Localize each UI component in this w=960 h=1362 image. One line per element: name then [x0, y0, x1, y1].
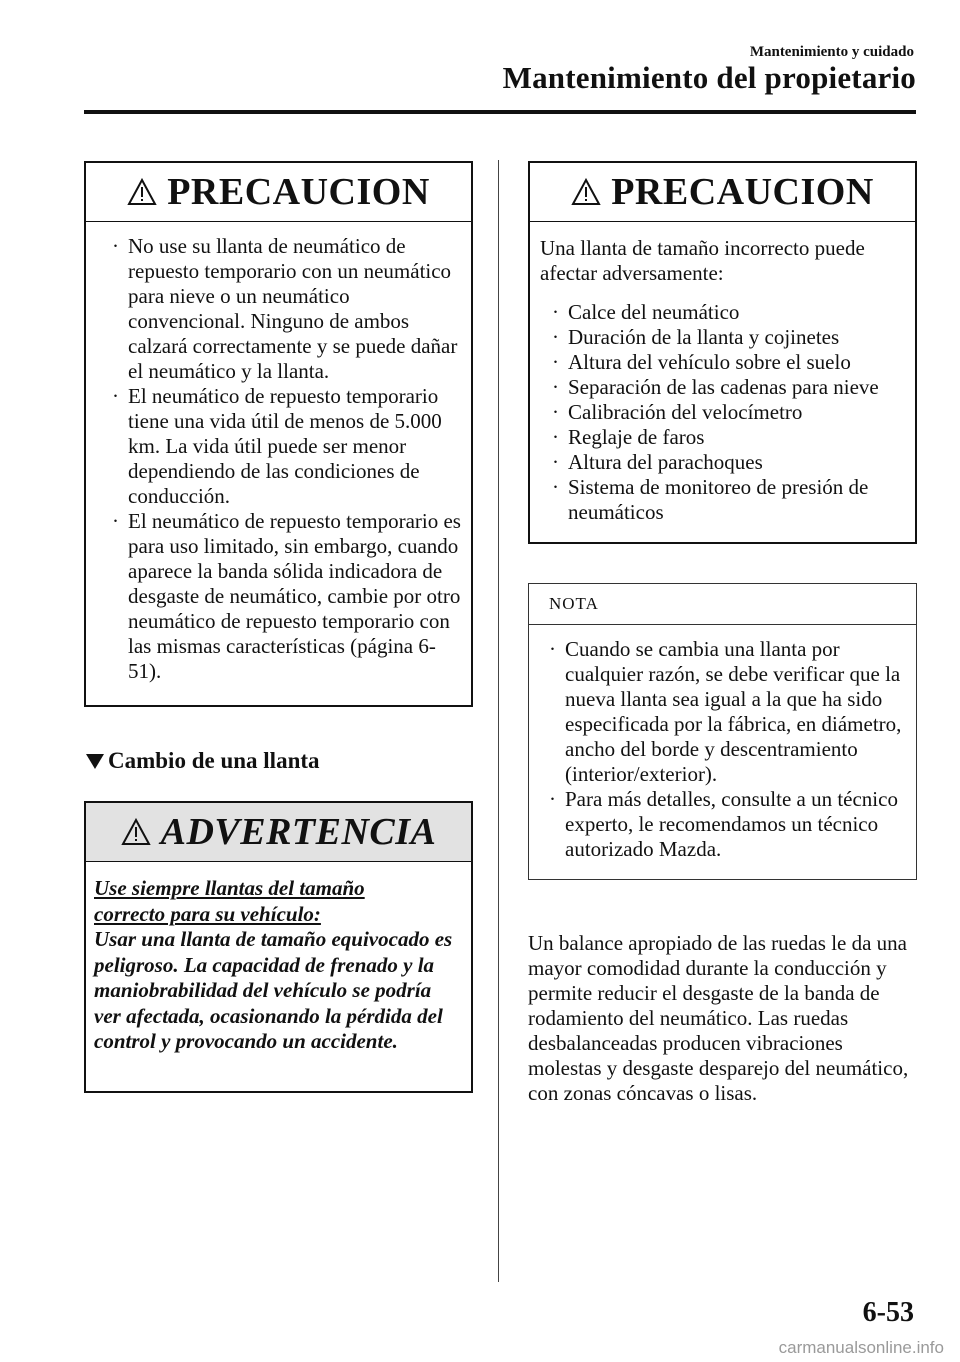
- header-divider: [84, 110, 916, 114]
- caution-header: [86, 163, 471, 222]
- caution-title: PRECAUCION: [611, 171, 874, 213]
- warning-text: Usar una llanta de tamaño equivocado es peligroso. La capacidad de frenado y la maniobrabilidad del vehículo se podría ver afectada, ocasionando la pérdida del control y provocando un accidente.: [94, 927, 453, 1053]
- warning-header: [86, 803, 471, 862]
- warning-triangle-icon: [121, 818, 151, 846]
- watermark: carmanualsonline.info: [778, 1338, 944, 1357]
- warning-box: [84, 801, 473, 1093]
- warning-heading-cont: correcto para su vehículo:: [94, 901, 321, 926]
- list-item: · Duración de la llanta y cojinetes: [552, 325, 840, 349]
- caution-box-left: [84, 161, 473, 707]
- note-title: NOTA: [529, 584, 916, 625]
- warning-triangle-icon: [127, 178, 157, 206]
- list-item: · Calibración del velocímetro: [552, 400, 803, 424]
- page-number: 6-53: [862, 1297, 914, 1328]
- list-item: · El neumático de repuesto temporario es para uso limitado, sin embargo, cuando aparece la banda sólida indicadora de desgaste de neumático, cambie por otro neumático de repuesto temporario con las mismas características (página 6-51).: [112, 509, 461, 683]
- caution-list: [100, 234, 461, 684]
- list-item: · Altura del parachoques: [552, 450, 763, 474]
- body-paragraph: Un balance apropiado de las ruedas le da una mayor comodidad durante la conducción y permite reducir el desgaste de la banda de rodamiento del neumático. Las ruedas desbalanceadas producen vibraciones molestas y desgaste desparejo del neumático, con zonas cóncavas o lisas.: [528, 931, 909, 1105]
- caution-title: PRECAUCION: [167, 171, 430, 213]
- note-box: [528, 583, 917, 880]
- caution-list: [540, 300, 905, 525]
- caution-box-right: [528, 161, 917, 544]
- caution-header: [530, 163, 915, 222]
- list-item: · Altura del vehículo sobre el suelo: [552, 350, 851, 374]
- list-item: · Cuando se cambia una llanta por cualquier razón, se debe verificar que la nueva llanta sea igual a la que ha sido especificada por la fábrica, en diámetro, ancho del borde y descentramiento (interior/exterior).: [549, 637, 902, 786]
- list-item: · No use su llanta de neumático de repuesto temporario con un neumático para nieve o un neumático convencional. Ninguno de ambos calzará correctamente y se puede dañar el neumático y la llanta.: [112, 234, 458, 383]
- note-list: [537, 637, 908, 862]
- list-item: · Reglaje de faros: [552, 425, 705, 449]
- caution-intro: Una llanta de tamaño incorrecto puede afectar adversamente:: [540, 236, 865, 285]
- warning-triangle-icon: [571, 178, 601, 206]
- list-item: · Para más detalles, consulte a un técnico experto, le recomendamos un técnico autorizado Mazda.: [549, 787, 898, 861]
- warning-heading: Use siempre llantas del tamaño: [94, 876, 365, 900]
- list-item: · El neumático de repuesto temporario tiene una vida útil de menos de 5.000 km. La vida útil puede ser menor dependiendo de las condiciones de conducción.: [112, 384, 442, 508]
- list-item: · Sistema de monitoreo de presión de neumáticos: [552, 475, 869, 524]
- column-divider: [498, 160, 499, 1282]
- page-title: Mantenimiento del propietario: [502, 60, 916, 95]
- section-label: Mantenimiento y cuidado: [749, 44, 914, 60]
- list-item: · Calce del neumático: [552, 300, 740, 324]
- triangle-bullet-icon: [86, 754, 104, 769]
- list-item: · Separación de las cadenas para nieve: [552, 375, 879, 399]
- section-heading: Cambio de una llanta: [86, 748, 320, 774]
- warning-title: ADVERTENCIA: [160, 811, 437, 853]
